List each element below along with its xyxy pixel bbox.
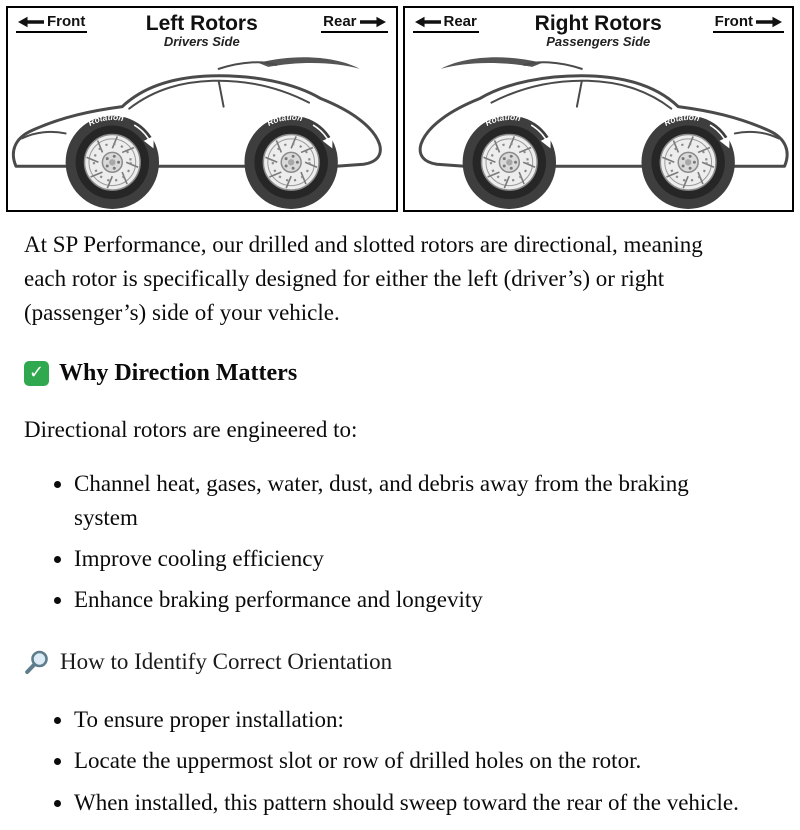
right-arrow-icon xyxy=(360,16,386,28)
panel-title: Left Rotors xyxy=(145,12,258,35)
intro-paragraph: At SP Performance, our drilled and slotted rotors are directional, meaning each rotor is specifically designed for either the left (driver’s) or right (passenger’s) side of your vehicle. xyxy=(24,231,703,325)
direction-text: Front xyxy=(47,13,86,30)
identify-bullet-list xyxy=(24,703,746,819)
left-rotors-panel xyxy=(6,6,398,212)
rear-direction-label xyxy=(321,13,387,33)
why-lead-text: Directional rotors are engineered to: xyxy=(24,417,358,443)
rotor-direction-diagram xyxy=(6,6,794,212)
left-panel-titles xyxy=(146,13,258,49)
direction-text: Front xyxy=(714,13,753,30)
panel-title: Right Rotors xyxy=(534,12,662,35)
identify-orientation-heading xyxy=(24,645,746,679)
check-mark-icon: ✓ xyxy=(24,361,49,386)
left-car-illustration xyxy=(8,49,396,210)
rear-direction-label xyxy=(413,13,479,33)
list-item: • To ensure proper installation: xyxy=(74,703,746,737)
list-item: • Channel heat, gases, water, dust, and debris away from the braking system xyxy=(74,467,746,535)
panel-subtitle: Passengers Side xyxy=(546,34,651,50)
list-item: • When installed, this pattern should sweep toward the rear of the vehicle. xyxy=(74,786,746,820)
panel-subtitle: Drivers Side xyxy=(163,34,240,50)
list-item: • Enhance braking performance and longevity xyxy=(74,583,746,617)
right-arrow-icon xyxy=(756,16,782,28)
direction-text: Rear xyxy=(323,13,357,30)
list-item: • Locate the uppermost slot or row of drilled holes on the rotor. xyxy=(74,744,746,778)
heading-text: How to Identify Correct Orientation xyxy=(60,649,393,675)
rotor-direction-article xyxy=(24,228,746,820)
magnifying-glass-icon xyxy=(24,649,50,675)
left-arrow-icon xyxy=(18,16,44,28)
right-car-illustration xyxy=(405,49,793,210)
left-arrow-icon xyxy=(415,16,441,28)
direction-text: Rear xyxy=(443,13,477,30)
why-bullet-list xyxy=(24,467,746,617)
left-panel-header xyxy=(8,8,396,49)
heading-text: Why Direction Matters xyxy=(59,359,298,386)
why-direction-matters-heading xyxy=(24,356,746,392)
right-panel-header xyxy=(405,8,793,49)
list-item: • Improve cooling efficiency xyxy=(74,542,746,576)
front-direction-label xyxy=(16,13,87,33)
right-panel-titles xyxy=(535,13,662,49)
front-direction-label xyxy=(713,13,784,33)
right-rotors-panel xyxy=(403,6,795,212)
